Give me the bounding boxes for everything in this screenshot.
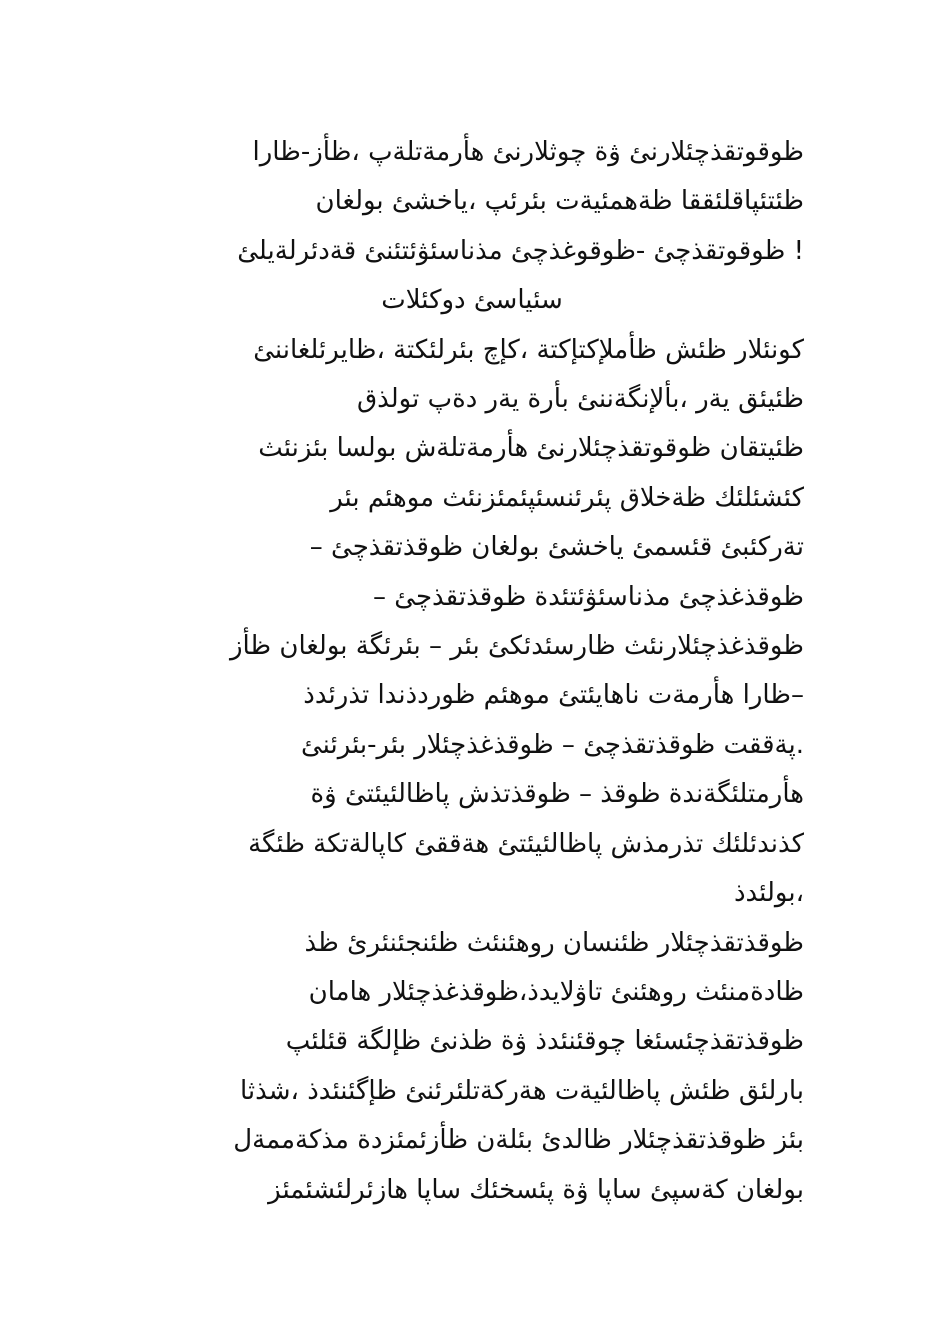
text-line: بارلئق ظئش پاظالئيةت هةركةتلئرئنئ ظإگئنئدذ ،شذثا — [239, 1075, 804, 1106]
text-line: ظوقذغذچئ مذناسئۋئتئدة ظوقذتقذچئ – — [373, 581, 804, 612]
text-line: .پةققت ظوقذتقذچئ – ظوقذغذچئلار بئر-بئرئنئ — [300, 729, 804, 760]
text-line: ظوقوتقذچئلارنئ ۋة چوثلارنئ هأرمةتلةپ ،ظأز-ظارا — [252, 137, 804, 167]
text-line: ،بولئدذ — [733, 878, 804, 909]
text-line: تةركئبئ قئسمئ ياخشئ بولغان ظوقذتقذچئ – — [309, 532, 804, 563]
text-line: بولغان كةسپئ ساپا ۋة پئسخئك ساپا هازئرلئشئمئز — [268, 1174, 804, 1205]
text-line: كئشئلئك ظةخلاق پئرئنسئپئمئزنئث موهئم بئر — [330, 482, 804, 513]
text-line: ! ظوقوتقذچئ -ظوقوغذچئ مذناسئۋئتئنئ قةدئرلةيلئ — [237, 235, 804, 266]
text-line: ظئيتقان ظوقوتقذچئلارنئ هأرمةتلةش بولسا بئزنئث — [258, 433, 804, 464]
text-line: ظادةمنئث روهئنئ تاۋلايدذ،ظوقذغذچئلار هامان — [308, 976, 804, 1007]
text-line: بئز ظوقذتقذچئلار ظالدئ بئلةن ظأزئمئزدة مذكةممةل — [233, 1125, 804, 1156]
text-line: ظوقذتقذچئلار ظئنسان روهئنئث ظئنجئنئرئ ظذ — [304, 927, 804, 958]
text-line: ظئتئپاقلئققا ظةهمئيةت بئرئپ ،ياخشئ بولغان — [315, 186, 804, 217]
text-line: كذندئلئك تذرمذش پاظالئيئتئ هةققئ كاپالةتكة ظئگة — [248, 828, 804, 859]
text-line: ظئيئق يةر ،بألإنگةننئ بأرة يةر دةپ تولذق — [356, 384, 804, 415]
text-line: هأرمتلئگةندة ظوقذ – ظوقذتذش پاظالئيئتئ ۋة — [310, 779, 804, 810]
body-text — [140, 128, 804, 1215]
text-line: ظوقذتقذچئسئغا چوقئنئدذ ۋة ظذنئ ظإلگة قئلئپ — [285, 1026, 804, 1057]
text-line: كونئلار ظئش ظأملإكتإكتة ،كإچ بئرلئكتة ،ظايرئلغاننئ — [253, 334, 804, 365]
text-line: –ظارا هأرمةت ناهايئتئ موهئم ظوردذندا تذرئدذ — [303, 680, 804, 711]
section-heading: سئياسئ دوكئلات — [381, 285, 563, 316]
text-line: ظوقذغذچئلارنئث ظارسئدئكئ بئر – بئرئگة بولغان ظأز — [229, 631, 804, 662]
